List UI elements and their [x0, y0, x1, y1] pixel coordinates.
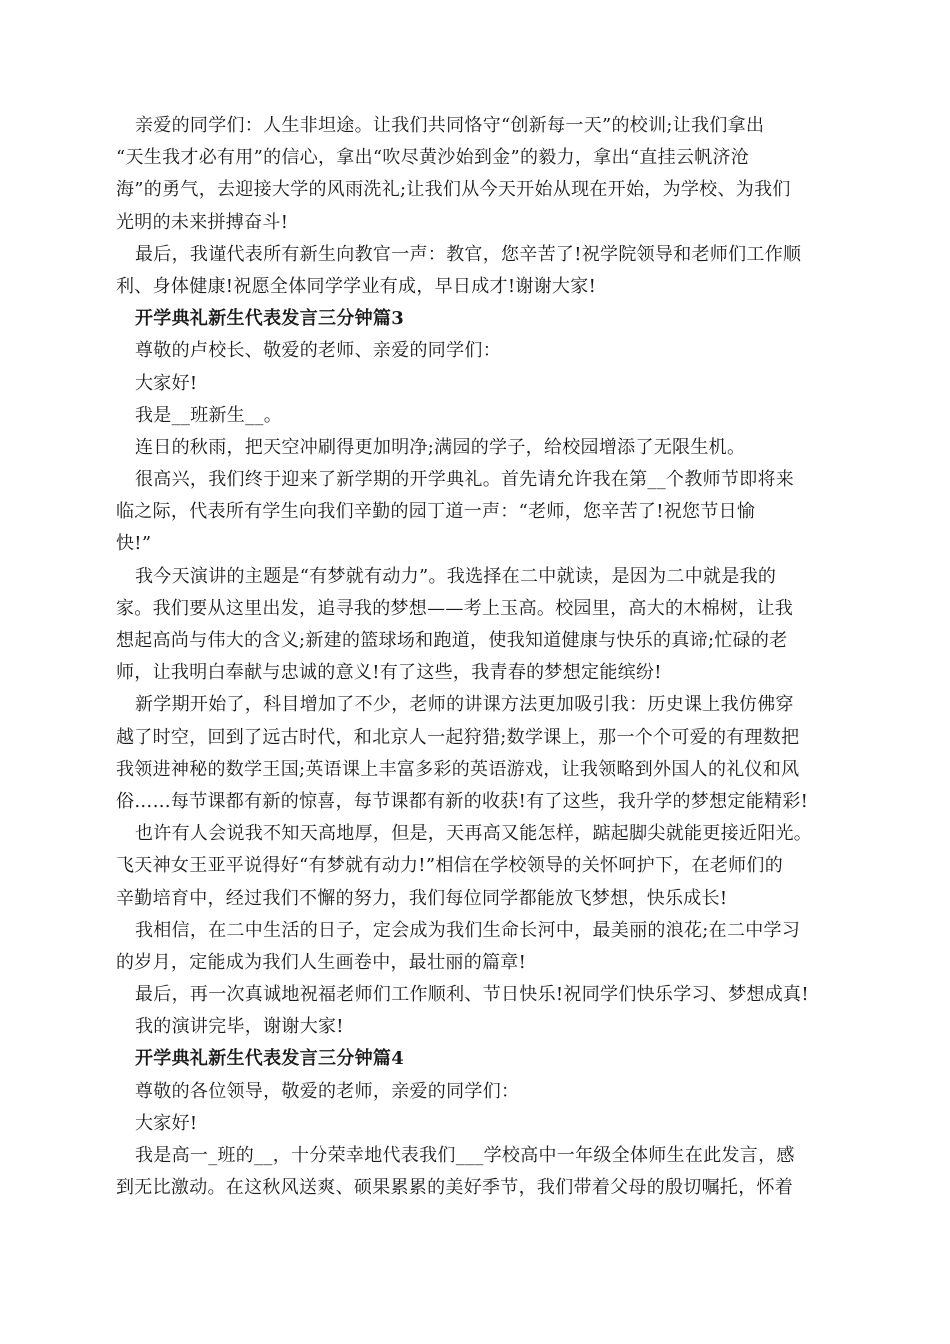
paragraph-first-line: 尊敬的各位领导，敬爱的老师，亲爱的同学们： — [135, 1080, 520, 1102]
paragraph-line: 想起高尚与伟大的含义;新建的篮球场和跑道，使我知道健康与快乐的真谛;忙碌的老 — [116, 630, 788, 651]
paragraph-line: 越了时空，回到了远古时代，和北京人一起狩猎;数学课上，那一个个可爱的有理数把 — [116, 726, 800, 748]
paragraph-first-line: 大家好! — [135, 1112, 198, 1134]
paragraph-first-line: 新学期开始了，科目增加了不少，老师的讲课方法更加吸引我：历史课上我仿佛穿 — [135, 694, 794, 716]
paragraph-line: 海”的勇气，去迎接大学的风雨洗礼;让我们从今天开始从现在开始，为学校、为我们 — [116, 179, 791, 201]
paragraph-first-line: 亲爱的同学们：人生非坦途。让我们共同恪守“创新每一天”的校训;让我们拿出 — [135, 115, 765, 136]
paragraph-first-line: 我是高一_班的__，十分荣幸地代表我们___学校高中一年级全体师生在此发言，感 — [135, 1145, 795, 1166]
paragraph-line: 家。我们要从这里出发，追寻我的梦想——考上玉高。校园里，高大的木棉树，让我 — [116, 597, 794, 619]
document-page — [116, 110, 848, 1204]
paragraph-line: 师，让我明白奉献与忠诚的意义!有了这些，我青春的梦想定能缤纷! — [116, 662, 662, 684]
paragraph-first-line: 我相信，在二中生活的日子，定会成为我们生命长河中，最美丽的浪花;在二中学习 — [135, 919, 801, 941]
paragraph-line: 俗……每节课都有新的惊喜，每节课都有新的收获!有了这些，我升学的梦想定能精彩! — [116, 790, 809, 812]
paragraph-line: 辛勤培育中，经过我们不懈的努力，我们每位同学都能放飞梦想，快乐成长! — [116, 887, 728, 909]
paragraph-first-line: 我是__班新生__。 — [135, 404, 282, 426]
paragraph-first-line: 大家好! — [135, 372, 198, 394]
paragraph-first-line: 尊敬的卢校长、敬爱的老师、亲爱的同学们： — [135, 340, 501, 362]
paragraph-line: 的岁月，定能成为我们人生画卷中，最壮丽的篇章! — [116, 951, 527, 973]
paragraph-first-line: 我今天演讲的主题是“有梦就有动力”。我选择在二中就读，是因为二中就是我的 — [135, 565, 777, 587]
section-heading: 开学典礼新生代表发言三分钟篇4 — [135, 1048, 405, 1070]
paragraph-first-line: 最后，再一次真诚地祝福老师们工作顺利、节日快乐!祝同学们快乐学习、梦想成真! — [135, 984, 809, 1006]
paragraph-line: 临之际，代表所有学生向我们辛勤的园丁道一声：“老师，您辛苦了!祝您节日愉 — [116, 501, 756, 523]
paragraph-first-line: 我的演讲完毕，谢谢大家! — [135, 1016, 344, 1038]
paragraph-first-line: 很高兴，我们终于迎来了新学期的开学典礼。首先请允许我在第__个教师节即将来 — [135, 469, 795, 491]
paragraph-line: 我领进神秘的数学王国;英语课上丰富多彩的英语游戏，让我领略到外国人的礼仪和风 — [116, 758, 800, 780]
paragraph-line: 光明的未来拼搏奋斗! — [116, 211, 289, 233]
section-heading: 开学典礼新生代表发言三分钟篇3 — [135, 308, 405, 330]
paragraph-line: 到无比激动。在这秋风送爽、硕果累累的美好季节，我们带着父母的殷切嘱托，怀着 — [116, 1177, 794, 1199]
paragraph-line: 快!” — [116, 533, 152, 555]
paragraph-first-line: 最后，我谨代表所有新生向教官一声：教官，您辛苦了!祝学院领导和老师们工作顺 — [135, 243, 802, 265]
paragraph-line: 利、身体健康!祝愿全体同学学业有成，早日成才!谢谢大家! — [116, 275, 597, 297]
paragraph-first-line: 连日的秋雨，把天空冲刷得更加明净;满园的学子，给校园增添了无限生机。 — [135, 436, 746, 458]
paragraph-line: “天生我才必有用”的信心，拿出“吹尽黄沙始到金”的毅力，拿出“直挂云帆济沧 — [116, 147, 750, 169]
paragraph-first-line: 也许有人会说我不知天高地厚，但是，天再高又能怎样，踮起脚尖就能更接近阳光。 — [135, 823, 813, 845]
paragraph-line: 飞天神女王亚平说得好“有梦就有动力!”相信在学校领导的关怀呵护下，在老师们的 — [116, 855, 784, 877]
